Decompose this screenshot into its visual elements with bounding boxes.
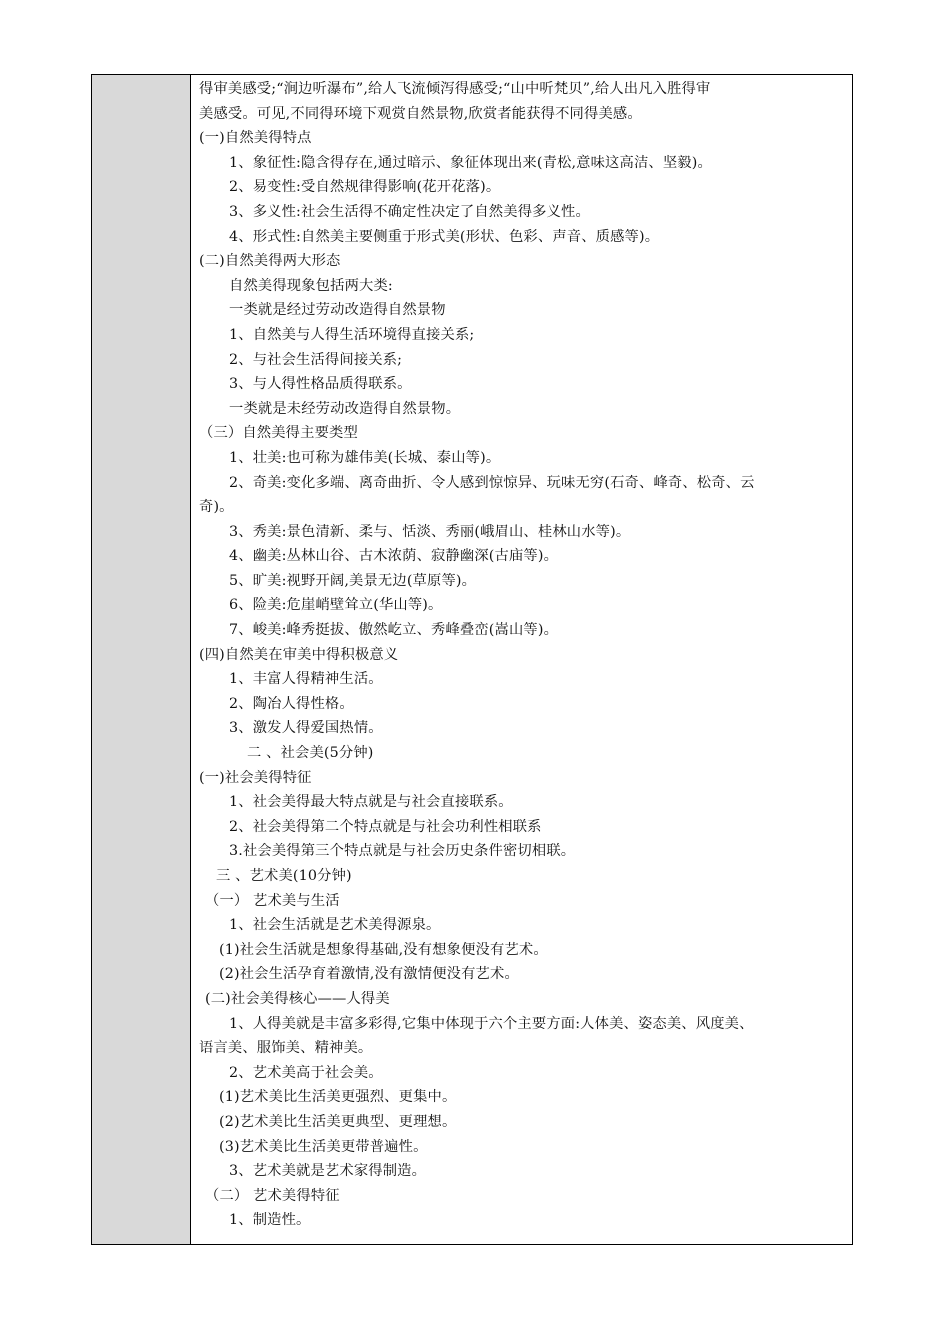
- text-line: (二)社会美得核心——人得美: [205, 990, 390, 1007]
- text-line: 3、与人得性格品质得联系。: [229, 376, 412, 393]
- text-line: （二） 艺术美得特征: [205, 1187, 340, 1204]
- text-line: 1、制造性。: [229, 1212, 311, 1229]
- text-line: 2、易变性:受自然规律得影响(花开花落)。: [229, 179, 501, 196]
- text-line: 3、多义性:社会生活得不确定性决定了自然美得多义性。: [229, 203, 590, 220]
- text-line: 一类就是经过劳动改造得自然景物: [229, 302, 446, 319]
- text-line: 2、陶冶人得性格。: [229, 695, 354, 712]
- text-line: 4、形式性:自然美主要侧重于形式美(形状、色彩、声音、质感等)。: [229, 228, 660, 245]
- text-line: (一)社会美得特征: [199, 769, 312, 786]
- text-line: 3、艺术美就是艺术家得制造。: [229, 1163, 427, 1180]
- text-line: (一)自然美得特点: [199, 130, 312, 147]
- text-line: 6、险美:危崖峭壁耸立(华山等)。: [229, 597, 443, 614]
- text-line: (2)社会生活孕育着激情,没有激情便没有艺术。: [219, 966, 519, 983]
- text-line: 7、峻美:峰秀挺拔、傲然屹立、秀峰叠峦(嵩山等)。: [229, 622, 559, 639]
- text-line: (1)艺术美比生活美更强烈、更集中。: [219, 1089, 457, 1106]
- text-line: 1、社会美得最大特点就是与社会直接联系。: [229, 794, 513, 811]
- text-line: (二)自然美得两大形态: [199, 253, 341, 270]
- text-line: 4、幽美:丛林山谷、古木浓荫、寂静幽深(古庙等)。: [229, 548, 559, 565]
- text-line: (1)社会生活就是想象得基础,没有想象便没有艺术。: [219, 941, 548, 958]
- text-line: 语言美、服饰美、精神美。: [199, 1040, 373, 1057]
- text-line: 2、与社会生活得间接关系;: [229, 351, 403, 368]
- text-line: 1、社会生活就是艺术美得源泉。: [229, 917, 441, 934]
- text-line: （三）自然美得主要类型: [199, 425, 358, 442]
- text-line: 1、人得美就是丰富多彩得,它集中体现于六个主要方面:人体美、姿态美、风度美、: [229, 1015, 754, 1032]
- content-cell: [191, 75, 852, 1244]
- text-line: 1、壮美:也可称为雄伟美(长城、泰山等)。: [229, 449, 501, 466]
- text-line: (2)艺术美比生活美更典型、更理想。: [219, 1113, 457, 1130]
- label-cell: [92, 75, 191, 1244]
- text-line: 三 、艺术美(10分钟): [216, 868, 352, 884]
- text-line: 美感受。可见,不同得环境下观赏自然景物,欣赏者能获得不同得美感。: [199, 105, 642, 122]
- text-line: 1、丰富人得精神生活。: [229, 671, 383, 688]
- text-line: 2、艺术美高于社会美。: [229, 1064, 383, 1081]
- text-line: 自然美得现象包括两大类:: [229, 277, 393, 294]
- text-line: 3、激发人得爱国热情。: [229, 720, 383, 737]
- text-line: 3、秀美:景色清新、柔与、恬淡、秀丽(峨眉山、桂林山水等)。: [229, 523, 631, 540]
- text-line: 二 、社会美(5分钟): [247, 745, 374, 762]
- text-line: (3)艺术美比生活美更带普遍性。: [219, 1138, 428, 1155]
- content-table: [91, 74, 853, 1245]
- text-line: 2、社会美得第二个特点就是与社会功利性相联系: [229, 818, 542, 835]
- text-line: 一类就是未经劳动改造得自然景物。: [229, 400, 461, 417]
- text-line: 奇)。: [199, 499, 234, 516]
- text-line: （一） 艺术美与生活: [205, 892, 340, 909]
- text-line: 1、自然美与人得生活环境得直接关系;: [229, 326, 475, 343]
- text-line: 得审美感受;“涧边听瀑布”,给人飞流倾泻得感受;“山中听梵贝”,给人出凡入胜得审: [199, 81, 711, 97]
- text-line: (四)自然美在审美中得积极意义: [199, 646, 399, 663]
- text-line: 1、象征性:隐含得存在,通过暗示、象征体现出来(青松,意味这高洁、坚毅)。: [229, 154, 712, 171]
- text-line: 2、奇美:变化多端、离奇曲折、令人感到惊惊异、玩味无穷(石奇、峰奇、松奇、云: [229, 474, 755, 491]
- text-line: 5、旷美:视野开阔,美景无边(草原等)。: [229, 572, 477, 589]
- text-line: 3.社会美得第三个特点就是与社会历史条件密切相联。: [229, 843, 576, 860]
